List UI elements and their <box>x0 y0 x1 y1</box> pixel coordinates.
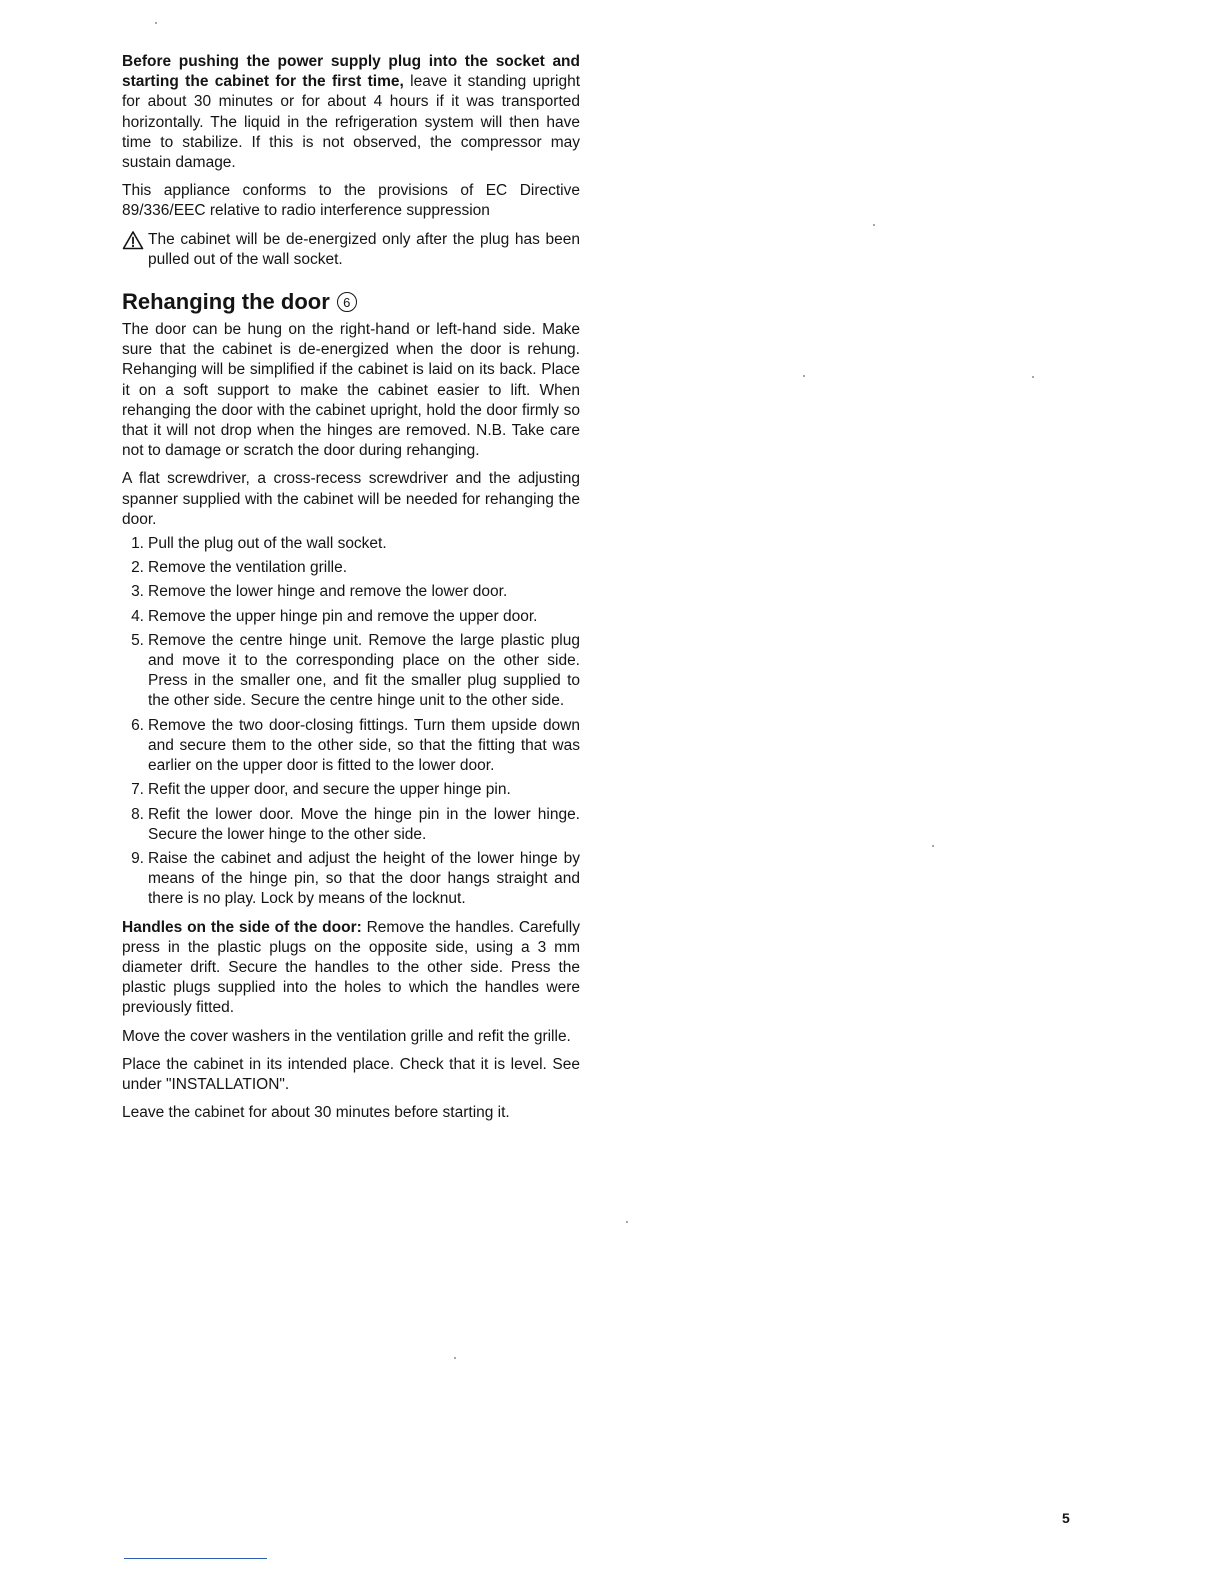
scan-speck <box>932 845 934 847</box>
list-item: 5. Remove the centre hinge unit. Remove the large plastic plug and move it to the corresponding place on the other side. Press in the smaller one, and fit the smaller plug supplied to the other side. Secure the centre hinge unit to the other side. <box>131 631 580 710</box>
final-paragraph: Leave the cabinet for about 30 minutes before starting it. <box>122 1104 510 1122</box>
rehanging-steps-list <box>122 534 580 909</box>
rehanging-intro-paragraph: The door can be hung on the right-hand or left-hand side. Make sure that the cabinet is de-energized when the door is rehung. Rehanging will be simplified if the cabinet is laid on its back. Place it on a soft support to make the cabinet easier to lift. When rehanging the door with the cabinet upright, hold the door firmly so that it will not drop when the hinges are removed. N.B. Take care not to damage or scratch the door during rehanging. <box>122 321 580 460</box>
footer-divider <box>124 1558 267 1559</box>
list-item: 1. Pull the plug out of the wall socket. <box>131 535 387 553</box>
document-body <box>122 52 580 1131</box>
scan-speck <box>155 22 157 24</box>
list-item: 7. Refit the upper door, and secure the upper hinge pin. <box>131 781 511 799</box>
directive-paragraph: This appliance conforms to the provisions of EC Directive 89/336/EEC relative to radio interference suppression <box>122 182 580 220</box>
cover-washers-paragraph: Move the cover washers in the ventilation grille and refit the grille. <box>122 1027 571 1045</box>
placement-paragraph: Place the cabinet in its intended place. Check that it is level. See under "INSTALLATION". <box>122 1055 580 1093</box>
list-item: 8. Refit the lower door. Move the hinge pin in the lower hinge. Secure the lower hinge to the other side. <box>131 805 580 843</box>
scan-speck <box>454 1357 456 1359</box>
warning-triangle-icon <box>122 230 144 250</box>
list-item: 6. Remove the two door-closing fittings. Turn them upside down and secure them to the other side, so that the fitting that was earlier on the upper door is fitted to the lower door. <box>131 716 580 775</box>
intro-lead-rest: leave it standing upright for about 30 minutes or for about 4 hours if it was transported horizontally. The liquid in the refrigeration system will then have time to stabilize. If this is not observed, the compressor may sustain damage. <box>122 73 581 172</box>
scan-speck <box>873 224 875 226</box>
scan-speck <box>803 375 805 377</box>
list-item: 4. Remove the upper hinge pin and remove the upper door. <box>131 607 538 625</box>
tools-paragraph: A flat screwdriver, a cross-recess screwdriver and the adjusting spanner supplied with the cabinet will be needed for rehanging the door. <box>122 470 580 528</box>
list-item: 9. Raise the cabinet and adjust the height of the lower hinge by means of the hinge pin, so that the door hangs straight and there is no play. Lock by means of the locknut. <box>131 849 580 908</box>
scan-speck <box>626 1221 628 1223</box>
page-number: 5 <box>1062 1510 1070 1526</box>
list-item: 2. Remove the ventilation grille. <box>131 559 348 577</box>
section-title: Rehanging the door <box>122 289 330 315</box>
intro-lead-bold: Before pushing the power supply plug into the socket and starting the cabinet for the first time, <box>122 53 580 91</box>
scan-speck <box>1032 376 1034 378</box>
handles-paragraph <box>122 918 580 1019</box>
intro-paragraph <box>122 52 580 173</box>
warning-note <box>122 230 580 270</box>
handles-lead-rest: Remove the handles. Carefully press in the plastic plugs on the opposite side, using a 3 mm diameter drift. Secure the handles to the other side. Press the plastic plugs supplied into the holes to which the handles were previously fitted. <box>122 918 580 1017</box>
list-item: 3. Remove the lower hinge and remove the lower door. <box>131 583 508 601</box>
section-heading <box>122 288 580 316</box>
figure-reference: 6 <box>337 292 357 312</box>
handles-lead-bold: Handles on the side of the door: <box>122 918 362 936</box>
warning-text: The cabinet will be de-energized only after the plug has been pulled out of the wall socket. <box>148 230 580 268</box>
